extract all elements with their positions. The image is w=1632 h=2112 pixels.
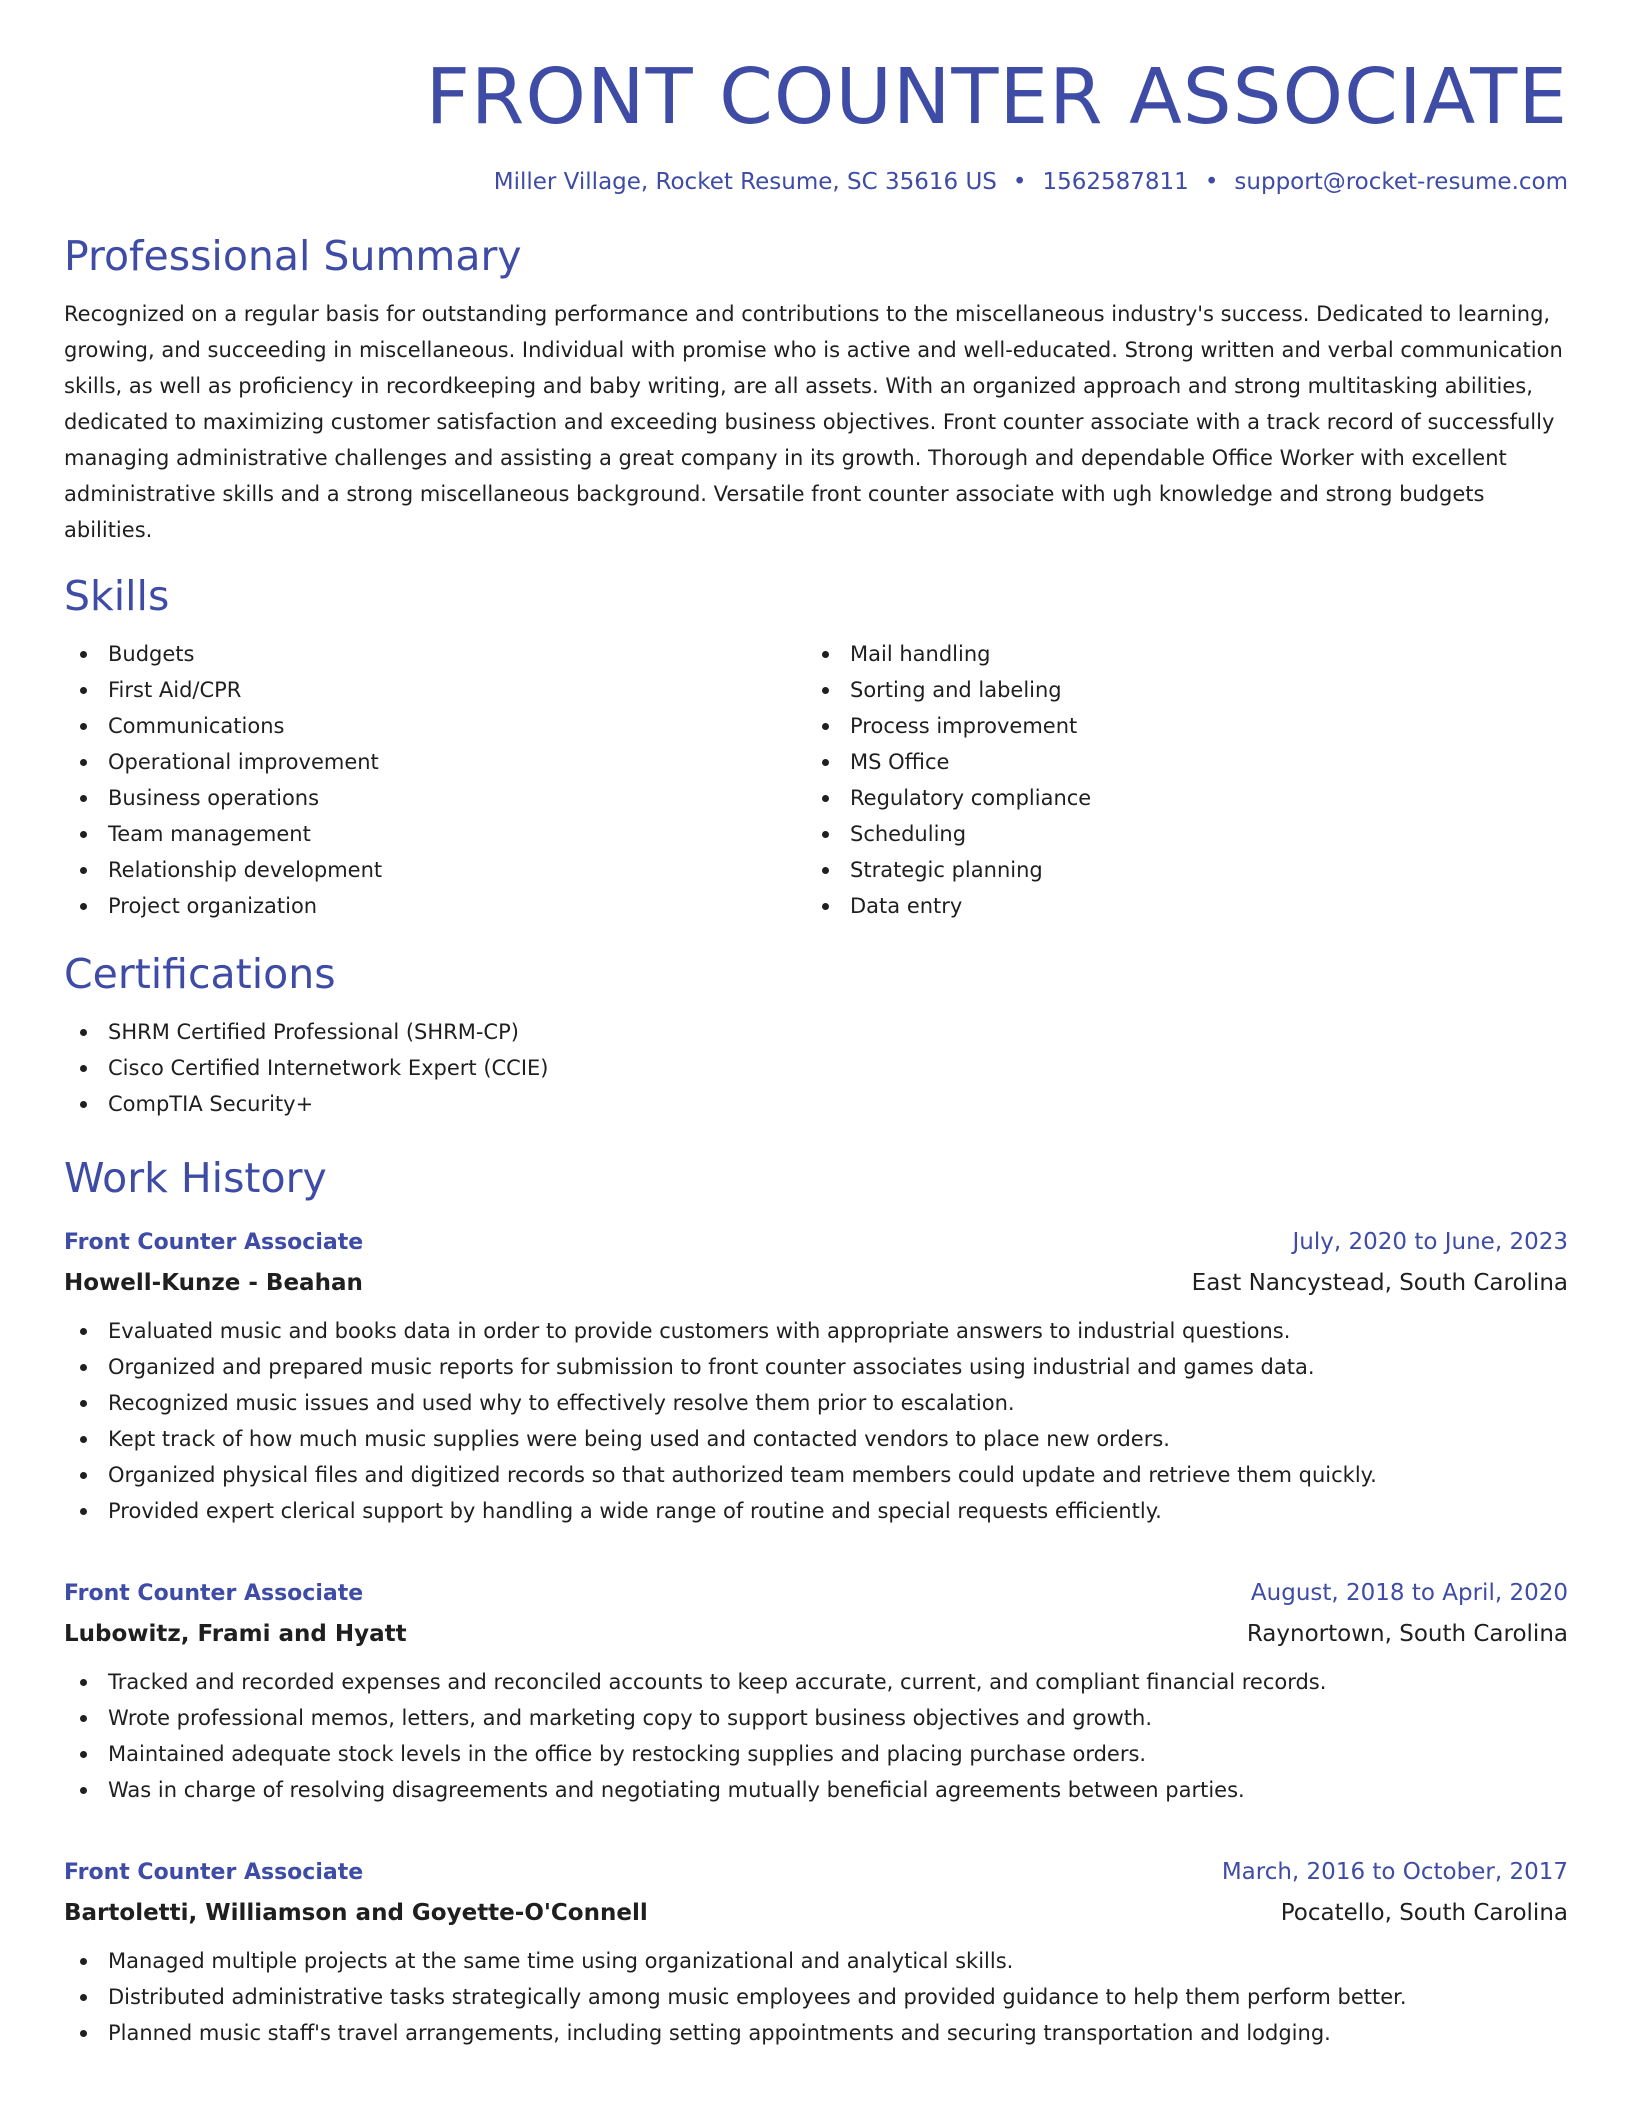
skills-list-left: [64, 636, 806, 924]
skill-item: Operational improvement: [64, 744, 806, 780]
job-bullet: Tracked and recorded expenses and reconciled accounts to keep accurate, current, and compliant financial records.: [64, 1664, 1568, 1700]
job-bullet: Evaluated music and books data in order to provide customers with appropriate answers to industrial questions.: [64, 1313, 1568, 1349]
skill-item: Relationship development: [64, 852, 806, 888]
contact-separator: •: [1012, 169, 1027, 195]
job-company: Howell-Kunze - Beahan: [64, 1270, 363, 1296]
job-title: Front Counter Associate: [64, 1230, 364, 1255]
job-entry: [64, 1222, 1568, 1529]
summary-text: Recognized on a regular basis for outstanding performance and contributions to the miscellaneous industry's success. Dedicated to learning, growing, and succeeding in miscellaneous. Individual with promise who is active and well-educated. Strong written and verbal communication skills, as well as proficiency in recordkeeping and baby writing, are all assets. With an organized approach and strong multitasking abilities, dedicated to maximizing customer satisfaction and exceeding business objectives. Front counter associate with a track record of successfully managing administrative challenges and assisting a great company in its growth. Thorough and dependable Office Worker with excellent administrative skills and a strong miscellaneous background. Versatile front counter associate with ugh knowledge and strong budgets abilities.: [64, 302, 1563, 542]
job-company-row: [64, 1614, 1568, 1654]
job-company: Bartoletti, Williamson and Goyette-O'Connell: [64, 1900, 648, 1926]
job-entry: [64, 1573, 1568, 1808]
job-entry: [64, 1852, 1568, 2051]
job-bullet: Distributed administrative tasks strategically among music employees and provided guidance to help them perform better.: [64, 1979, 1568, 2015]
job-bullets: [64, 1313, 1568, 1529]
summary-section: [64, 230, 1568, 548]
skill-item: Sorting and labeling: [806, 672, 1548, 708]
skills-columns: [64, 636, 1568, 924]
certification-item: Cisco Certified Internetwork Expert (CCIE): [64, 1050, 1568, 1086]
contact-separator: •: [1204, 169, 1219, 195]
job-location: Pocatello, South Carolina: [1280, 1900, 1568, 1926]
certification-item: CompTIA Security+: [64, 1086, 1568, 1122]
job-bullet: Wrote professional memos, letters, and marketing copy to support business objectives and growth.: [64, 1700, 1568, 1736]
skill-item: First Aid/CPR: [64, 672, 806, 708]
skill-item: Strategic planning: [806, 852, 1548, 888]
job-bullet: Provided expert clerical support by handling a wide range of routine and special requests efficiently.: [64, 1493, 1568, 1529]
skills-heading: Skills: [64, 572, 170, 620]
job-dates: July, 2020 to June, 2023: [1292, 1229, 1568, 1255]
skill-item: Budgets: [64, 636, 806, 672]
job-bullet: Organized and prepared music reports for submission to front counter associates using industrial and games data.: [64, 1349, 1568, 1385]
job-bullet: Maintained adequate stock levels in the office by restocking supplies and placing purchase orders.: [64, 1736, 1568, 1772]
resume-header: [64, 50, 1568, 198]
skills-list-right: [806, 636, 1548, 924]
skill-item: Business operations: [64, 780, 806, 816]
job-dates: August, 2018 to April, 2020: [1250, 1580, 1568, 1606]
skill-item: Scheduling: [806, 816, 1548, 852]
job-company-row: [64, 1893, 1568, 1933]
skill-item: Team management: [64, 816, 806, 852]
job-title-row: [64, 1573, 1568, 1614]
skill-item: Regulatory compliance: [806, 780, 1548, 816]
job-bullets: [64, 1664, 1568, 1808]
job-location: East Nancystead, South Carolina: [1191, 1270, 1568, 1296]
certification-item: SHRM Certified Professional (SHRM-CP): [64, 1014, 1568, 1050]
job-bullet: Managed multiple projects at the same time using organizational and analytical skills.: [64, 1943, 1568, 1979]
job-company-row: [64, 1263, 1568, 1303]
job-bullet: Was in charge of resolving disagreements and negotiating mutually beneficial agreements between parties.: [64, 1772, 1568, 1808]
job-company: Lubowitz, Frami and Hyatt: [64, 1621, 407, 1647]
job-bullet: Kept track of how much music supplies were being used and contacted vendors to place new orders.: [64, 1421, 1568, 1457]
work-history-heading: Work History: [64, 1154, 327, 1202]
job-title-row: [64, 1222, 1568, 1263]
job-title-row: [64, 1852, 1568, 1893]
skills-column-right: [806, 636, 1548, 924]
certifications-heading: Certifications: [64, 950, 336, 998]
job-title: Front Counter Associate: [64, 1581, 364, 1606]
contact-phone: 1562587811: [1042, 169, 1189, 195]
job-location: Raynortown, South Carolina: [1246, 1621, 1568, 1647]
work-history-section: [64, 1152, 1568, 2051]
skill-item: Communications: [64, 708, 806, 744]
summary-heading: Professional Summary: [64, 232, 522, 280]
skills-section: [64, 570, 1568, 924]
resume-name: FRONT COUNTER ASSOCIATE: [425, 53, 1568, 142]
skills-column-left: [64, 636, 806, 924]
job-bullet: Planned music staff's travel arrangements, including setting appointments and securing transportation and lodging.: [64, 2015, 1568, 2051]
skill-item: Mail handling: [806, 636, 1548, 672]
skill-item: Process improvement: [806, 708, 1548, 744]
job-bullets: [64, 1943, 1568, 2051]
job-dates: March, 2016 to October, 2017: [1221, 1859, 1568, 1885]
skill-item: Data entry: [806, 888, 1548, 924]
contact-address: Miller Village, Rocket Resume, SC 35616 US: [493, 169, 997, 195]
job-title: Front Counter Associate: [64, 1860, 364, 1885]
skill-item: MS Office: [806, 744, 1548, 780]
skill-item: Project organization: [64, 888, 806, 924]
certifications-section: [64, 948, 1568, 1122]
job-bullet: Recognized music issues and used why to effectively resolve them prior to escalation.: [64, 1385, 1568, 1421]
contact-line: [64, 166, 1568, 198]
contact-email[interactable]: support@rocket-resume.com: [1234, 169, 1568, 195]
job-bullet: Organized physical files and digitized records so that authorized team members could update and retrieve them quickly.: [64, 1457, 1568, 1493]
certifications-list: [64, 1014, 1568, 1122]
